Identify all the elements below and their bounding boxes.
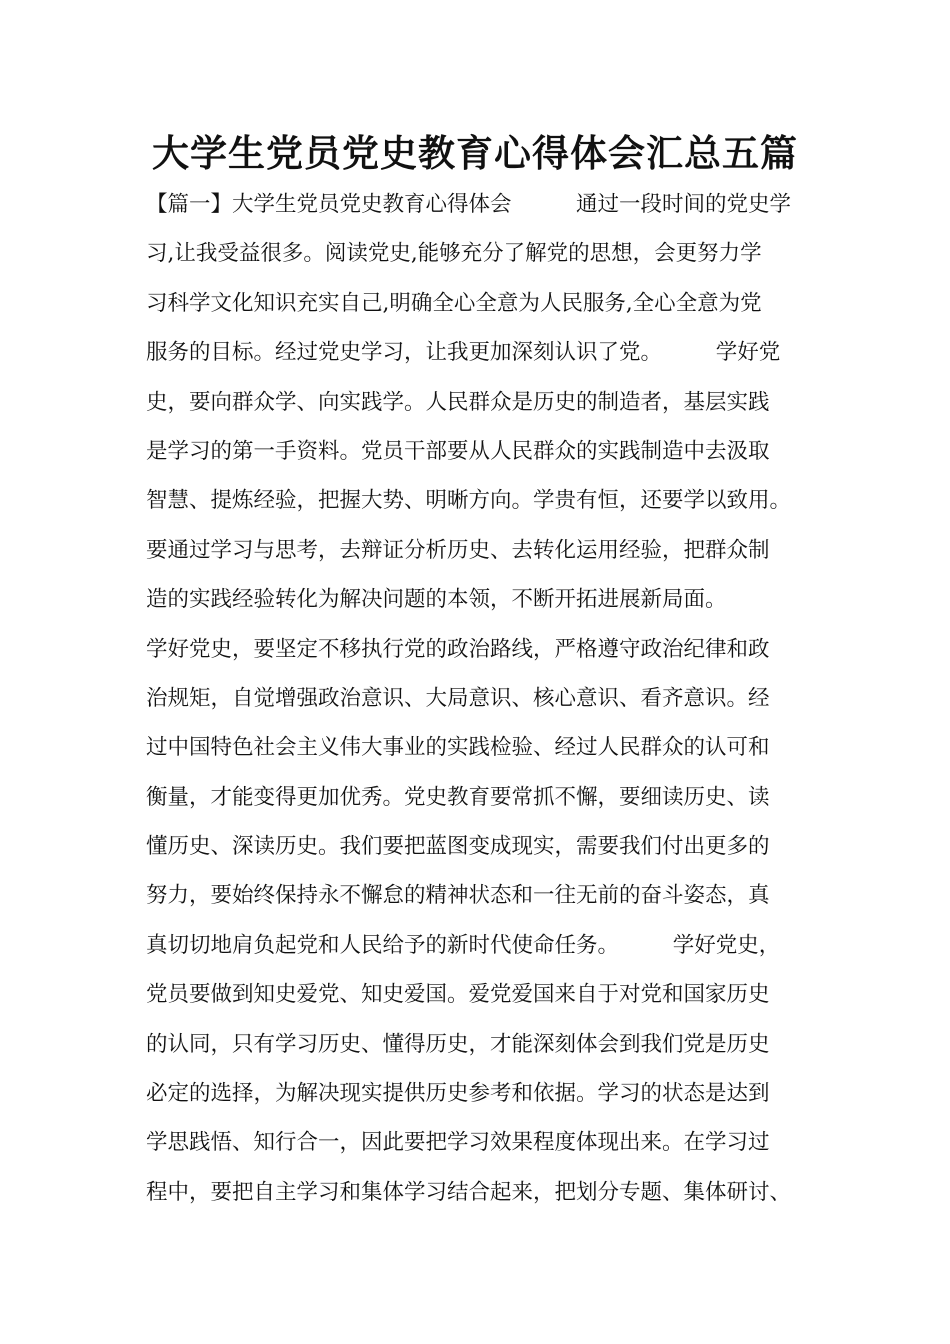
body-line: 过中国特色社会主义伟大事业的实践检验、经过人民群众的认可和 bbox=[146, 735, 770, 761]
body-line: 习科学文化知识充实自己,明确全心全意为人民服务,全心全意为党 bbox=[146, 290, 762, 316]
body-line: 习,让我受益很多。阅读党史,能够充分了解党的思想，会更努力学 bbox=[146, 241, 762, 267]
document-body bbox=[146, 180, 846, 1217]
body-line: 服务的目标。经过党史学习，让我更加深刻认识了党。 学好党 bbox=[146, 340, 781, 366]
body-line: 努力，要始终保持永不懈怠的精神状态和一往无前的奋斗姿态，真 bbox=[146, 883, 770, 909]
body-line: 程中，要把自主学习和集体学习结合起来，把划分专题、集体研讨、 bbox=[146, 1179, 792, 1205]
body-line: 是学习的第一手资料。党员干部要从人民群众的实践制造中去汲取 bbox=[146, 438, 770, 464]
body-line: 学好党史，要坚定不移执行党的政治路线，严格遵守政治纪律和政 bbox=[146, 636, 770, 662]
body-line: 治规矩，自觉增强政治意识、大局意识、核心意识、看齐意识。经 bbox=[146, 685, 770, 711]
body-line: 党员要做到知史爱党、知史爱国。爱党爱国来自于对党和国家历史 bbox=[146, 982, 770, 1008]
body-line: 衡量，才能变得更加优秀。党史教育要常抓不懈，要细读历史、读 bbox=[146, 784, 770, 810]
body-line: 智慧、提炼经验，把握大势、明晰方向。学贵有恒，还要学以致用。 bbox=[146, 488, 792, 514]
body-line: 必定的选择，为解决现实提供历史参考和依据。学习的状态是达到 bbox=[146, 1081, 770, 1107]
body-line: 【篇一】大学生党员党史教育心得体会 通过一段时间的党史学 bbox=[146, 192, 792, 217]
body-line: 史，要向群众学、向实践学。人民群众是历史的制造者，基层实践 bbox=[146, 389, 770, 415]
body-line: 造的实践经验转化为解决问题的本领，不断开拓进展新局面。 bbox=[146, 587, 727, 613]
body-line: 的认同，只有学习历史、懂得历史，才能深刻体会到我们党是历史 bbox=[146, 1031, 770, 1057]
body-line: 真切切地肩负起党和人民给予的新时代使命任务。 学好党史， bbox=[146, 932, 781, 958]
document-title: 大学生党员党史教育心得体会汇总五篇 bbox=[152, 132, 798, 175]
body-line: 学思践悟、知行合一，因此要把学习效果程度体现出来。在学习过 bbox=[146, 1130, 770, 1156]
body-line: 懂历史、深读历史。我们要把蓝图变成现实，需要我们付出更多的 bbox=[146, 834, 770, 860]
body-line: 要通过学习与思考，去辩证分析历史、去转化运用经验，把群众制 bbox=[146, 537, 770, 563]
